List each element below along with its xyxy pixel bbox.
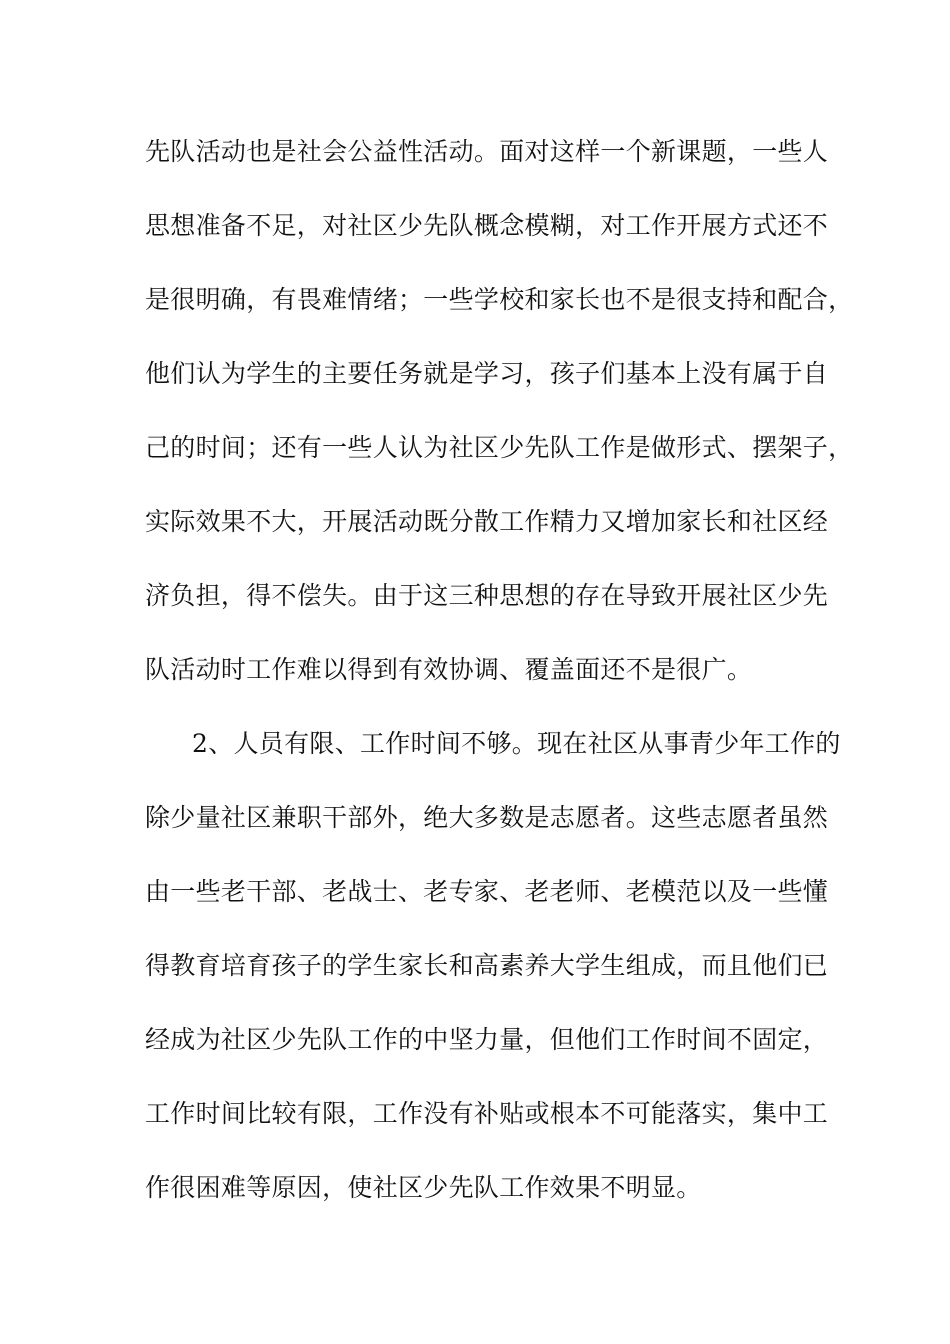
text-line-12: 得教育培育孩子的学生家长和高素养大学生组成，而且他们已 (145, 951, 829, 980)
text-line-3: 是很明确，有畏难情绪；一些学校和家长也不是很支持和配合， (145, 285, 854, 314)
text-line-14: 工作时间比较有限，工作没有补贴或根本不可能落实，集中工 (145, 1099, 829, 1128)
text-line-11: 由一些老干部、老战士、老专家、老老师、老模范以及一些懂 (145, 877, 829, 906)
text-line-8: 队活动时工作难以得到有效协调、覆盖面还不是很广。 (145, 655, 753, 684)
text-line-6: 实际效果不大，开展活动既分散工作精力又增加家长和社区经 (145, 507, 829, 536)
text-line-4: 他们认为学生的主要任务就是学习，孩子们基本上没有属于自 (145, 359, 829, 388)
text-line-7: 济负担，得不偿失。由于这三种思想的存在导致开展社区少先 (145, 581, 829, 610)
text-line-1: 先队活动也是社会公益性活动。面对这样一个新课题，一些人 (145, 137, 829, 166)
text-line-13: 经成为社区少先队工作的中坚力量，但他们工作时间不固定， (145, 1025, 829, 1054)
text-line-15: 作很困难等原因，使社区少先队工作效果不明显。 (145, 1173, 702, 1202)
paragraph-2-first-line: 2、人员有限、工作时间不够。现在社区从事青少年工作的 (192, 729, 841, 758)
text-line-10: 除少量社区兼职干部外，绝大多数是志愿者。这些志愿者虽然 (145, 803, 829, 832)
text-line-2: 思想准备不足，对社区少先队概念模糊，对工作开展方式还不 (145, 211, 829, 240)
text-line-5: 己的时间；还有一些人认为社区少先队工作是做形式、摆架子， (145, 433, 854, 462)
